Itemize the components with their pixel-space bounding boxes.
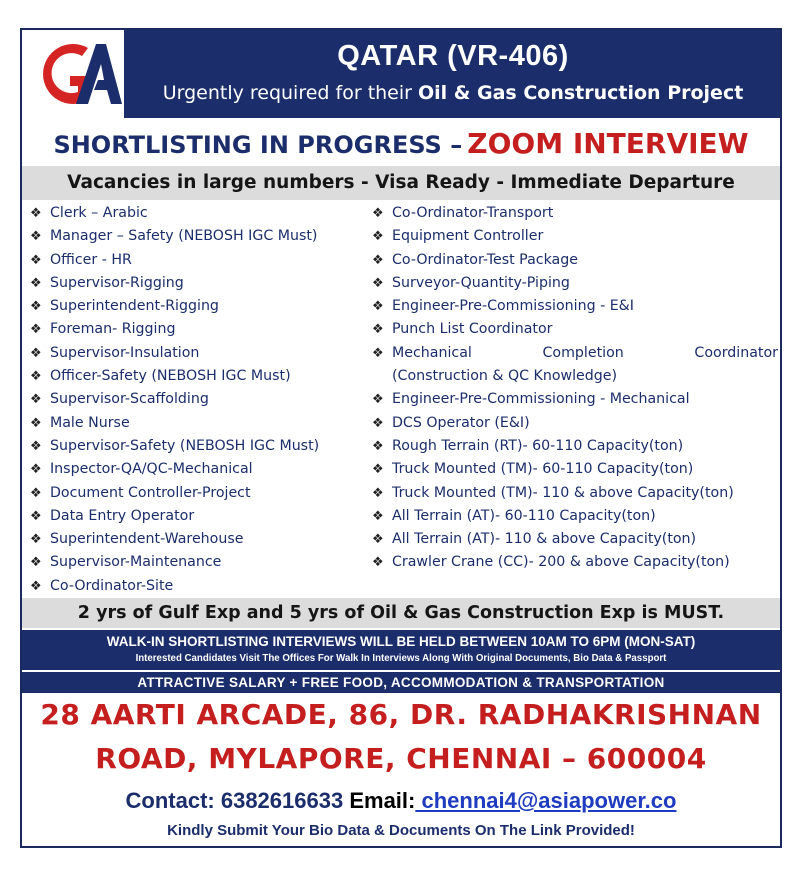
list-item: ❖ All Terrain (AT)- 110 & above Capacity(ton) [370, 528, 778, 551]
company-logo [22, 30, 126, 118]
list-item: ❖ Truck Mounted (TM)- 60-110 Capacity(ton) [370, 458, 778, 481]
list-item: ❖ Supervisor-Scaffolding [28, 388, 368, 411]
list-item: ❖ Supervisor-Safety (NEBOSH IGC Must) [28, 435, 368, 458]
diamond-bullet-icon: ❖ [30, 252, 42, 268]
diamond-bullet-icon: ❖ [30, 578, 42, 594]
list-item: ❖ All Terrain (AT)- 60-110 Capacity(ton) [370, 505, 778, 528]
subtitle-project: Oil & Gas Construction Project [418, 82, 744, 104]
diamond-bullet-icon: ❖ [372, 508, 384, 524]
diamond-bullet-icon: ❖ [30, 555, 42, 571]
address-line-1: 28 AARTI ARCADE, 86, DR. RADHAKRISHNAN [40, 698, 762, 731]
diamond-bullet-icon: ❖ [372, 322, 384, 338]
diamond-bullet-icon: ❖ [30, 392, 42, 408]
diamond-bullet-icon: ❖ [30, 345, 42, 361]
diamond-bullet-icon: ❖ [372, 532, 384, 548]
diamond-bullet-icon: ❖ [372, 438, 384, 454]
list-item: ❖ Rough Terrain (RT)- 60-110 Capacity(ton) [370, 435, 778, 458]
diamond-bullet-icon: ❖ [30, 462, 42, 478]
job-advertisement [20, 28, 782, 848]
diamond-bullet-icon: ❖ [30, 485, 42, 501]
header-bar [22, 30, 780, 118]
subtitle-prefix: Urgently required for their [162, 82, 412, 104]
list-item: ❖ Crawler Crane (CC)- 200 & above Capacity(ton) [370, 551, 778, 574]
diamond-bullet-icon: ❖ [30, 299, 42, 315]
list-item: ❖ Mechanical Completion Coordinator (Construction & QC Knowledge) [370, 342, 778, 389]
list-item: ❖ Supervisor-Rigging [28, 272, 368, 295]
list-item: ❖ Equipment Controller [370, 225, 778, 248]
list-item: ❖ Officer - HR [28, 249, 368, 272]
diamond-bullet-icon: ❖ [30, 438, 42, 454]
list-item: ❖ Officer-Safety (NEBOSH IGC Must) [28, 365, 368, 388]
diamond-bullet-icon: ❖ [30, 206, 42, 221]
diamond-bullet-icon: ❖ [372, 252, 384, 268]
list-item: ❖ Inspector-QA/QC-Mechanical [28, 458, 368, 481]
list-item: ❖ Superintendent-Rigging [28, 295, 368, 318]
list-item: ❖ DCS Operator (E&I) [370, 412, 778, 435]
list-item: ❖ Punch List Coordinator [370, 318, 778, 341]
list-item: ❖ Engineer-Pre-Commissioning - E&I [370, 295, 778, 318]
header-subtitle [126, 82, 780, 104]
list-item: ❖ Surveyor-Quantity-Piping [370, 272, 778, 295]
diamond-bullet-icon: ❖ [30, 415, 42, 431]
diamond-bullet-icon: ❖ [372, 229, 384, 245]
diamond-bullet-icon: ❖ [30, 322, 42, 338]
experience-requirement: 2 yrs of Gulf Exp and 5 yrs of Oil & Gas Construction Exp is MUST. [22, 598, 780, 628]
diamond-bullet-icon: ❖ [372, 485, 384, 501]
list-item: ❖ Data Entry Operator [28, 505, 368, 528]
walk-in-banner [22, 630, 780, 670]
contact-line [22, 788, 780, 814]
list-item: ❖ Document Controller-Project [28, 482, 368, 505]
diamond-bullet-icon: ❖ [372, 415, 384, 431]
diamond-bullet-icon: ❖ [30, 369, 42, 385]
diamond-bullet-icon: ❖ [372, 555, 384, 571]
email-link[interactable]: chennai4@asiapower.co [415, 788, 677, 813]
diamond-bullet-icon: ❖ [372, 392, 384, 408]
list-item: ❖ Clerk – Arabic [28, 202, 368, 225]
list-item: ❖ Manager – Safety (NEBOSH IGC Must) [28, 225, 368, 248]
job-list-left [28, 202, 368, 598]
walk-in-hours: WALK-IN SHORTLISTING INTERVIEWS WILL BE HELD BETWEEN 10AM TO 6PM (MON-SAT) [106, 634, 696, 649]
list-item: ❖ Truck Mounted (TM)- 110 & above Capacity(ton) [370, 482, 778, 505]
diamond-bullet-icon: ❖ [372, 275, 384, 291]
diamond-bullet-icon: ❖ [372, 462, 384, 478]
list-item: ❖ Male Nurse [28, 412, 368, 435]
zoom-interview-text: ZOOM INTERVIEW [467, 127, 749, 160]
ga-logo-icon [26, 34, 122, 114]
list-item: ❖ Supervisor-Insulation [28, 342, 368, 365]
diamond-bullet-icon: ❖ [30, 275, 42, 291]
diamond-bullet-icon: ❖ [30, 532, 42, 548]
list-item: ❖ Foreman- Rigging [28, 318, 368, 341]
diamond-bullet-icon: ❖ [372, 206, 384, 221]
list-item: ❖ Engineer-Pre-Commissioning - Mechanical [370, 388, 778, 411]
vacancies-line: Vacancies in large numbers - Visa Ready - Immediate Departure [22, 166, 780, 200]
salary-benefits: ATTRACTIVE SALARY + FREE FOOD, ACCOMMODATION & TRANSPORTATION [22, 671, 780, 693]
submit-note: Kindly Submit Your Bio Data & Documents On The Link Provided! [167, 822, 635, 839]
diamond-bullet-icon: ❖ [372, 345, 384, 361]
diamond-bullet-icon: ❖ [30, 508, 42, 524]
address-line-2: ROAD, MYLAPORE, CHENNAI – 600004 [95, 742, 707, 775]
list-item: ❖ Co-Ordinator-Transport [370, 202, 778, 225]
list-item: ❖ Co-Ordinator-Test Package [370, 249, 778, 272]
walk-in-note: Interested Candidates Visit The Offices For Walk In Interviews Along With Original Documents, Bio Data & Passport [135, 653, 667, 664]
diamond-bullet-icon: ❖ [372, 299, 384, 315]
header-title: QATAR (VR-406) [337, 40, 569, 72]
shortlisting-banner [22, 122, 780, 166]
email-label: Email: [349, 788, 416, 813]
diamond-bullet-icon: ❖ [30, 229, 42, 245]
job-list-right [370, 202, 778, 575]
list-item: ❖ Supervisor-Maintenance [28, 551, 368, 574]
contact-phone: Contact: 6382616633 [125, 788, 344, 813]
shortlisting-text: SHORTLISTING IN PROGRESS – [53, 131, 463, 159]
list-item: ❖ Co-Ordinator-Site [28, 575, 368, 598]
list-item: ❖ Superintendent-Warehouse [28, 528, 368, 551]
